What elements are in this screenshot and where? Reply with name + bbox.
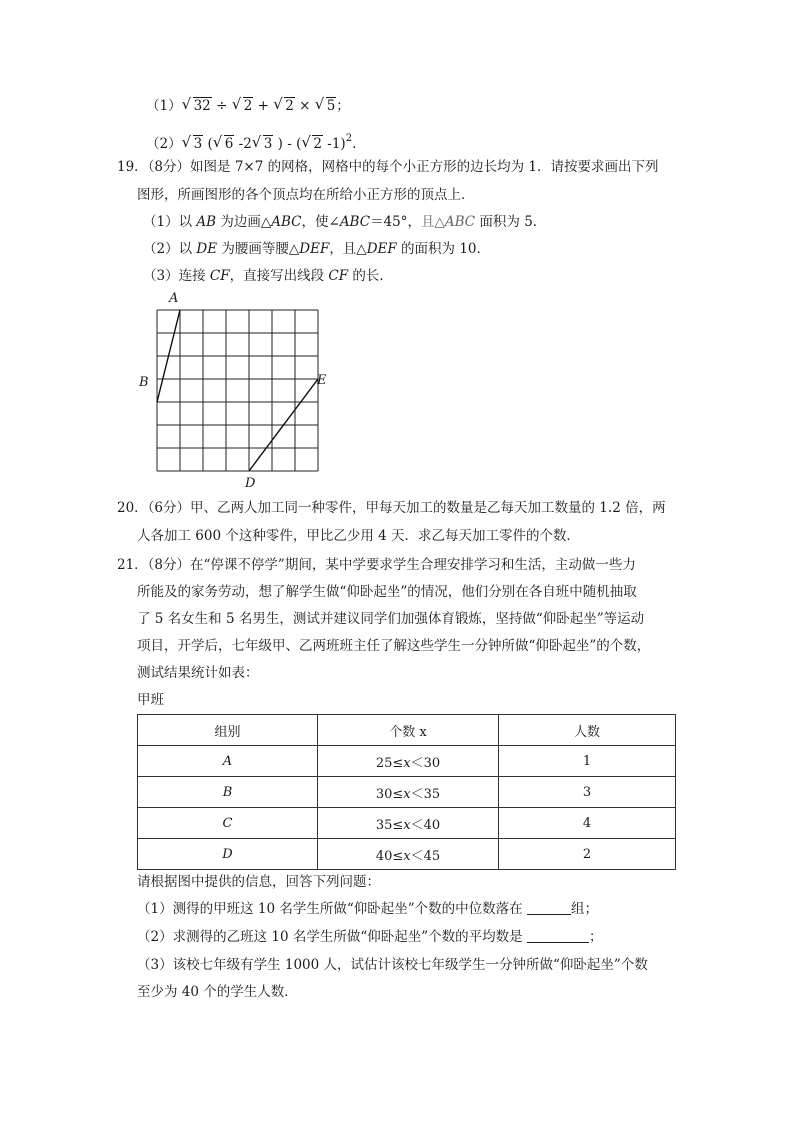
table-row: C 35≤x＜40 4 — [138, 808, 676, 839]
q20-line2: 人各加工 600 个这种零件，甲比乙少用 4 天．求乙每天加工零件的个数． — [137, 528, 581, 544]
q18-part2: （2）√ 3 (√ 6 -2√ 3 ) - (√ 2 -1)$^2$. — [146, 130, 356, 153]
score-table — [137, 714, 676, 870]
table-row: D 40≤x＜45 2 — [138, 839, 676, 870]
q21-line3: 了 5 名女生和 5 名男生，测试并建议同学们加强体育锻炼，坚持做“仰卧起坐”等运动 — [137, 611, 645, 627]
sqrt-symbol: √ 32 — [182, 97, 212, 115]
grid-figure — [150, 305, 330, 480]
point-e-label: E — [317, 373, 327, 388]
q19-line1: 19．（8分）如图是 7×7 的网格，网格中的每个小正方形的边长均为 1．请按要求画出下列 — [117, 159, 659, 175]
header-people: 人数 — [499, 715, 676, 746]
point-d-label: D — [245, 476, 256, 491]
q21-sub1: （1）测得的甲班这 10 名学生所做“仰卧起坐”个数的中位数落在 组； — [137, 901, 598, 917]
q18-part1: （1）√ 32 ÷ √ 2 + √ 2 × √ 5； — [146, 97, 350, 115]
q21-line1: 21．（8分）在“停课不停学”期间，某中学要求学生合理安排学习和生活，主动做一些力 — [117, 557, 636, 573]
q21-sub2: （2）求测得的乙班这 10 名学生所做“仰卧起坐”个数的平均数是 ； — [137, 929, 603, 945]
answer-blank-1[interactable] — [527, 914, 571, 915]
table-header-row — [138, 715, 676, 746]
q19-part1: （1）以 AB 为边画△ABC，使∠ABC＝45°，且△ABC 面积为 5． — [143, 214, 547, 230]
q21-after: 请根据图中提供的信息，回答下列问题： — [137, 874, 380, 890]
class-label: 甲班 — [137, 692, 164, 708]
q19-part3: （3）连接 CF，直接写出线段 CF 的长． — [143, 268, 393, 284]
header-count: 个数 x — [318, 715, 499, 746]
q20-line1: 20．（6分）甲、乙两人加工同一种零件，甲每天加工的数量是乙每天加工数量的 1.2 倍，两 — [117, 500, 666, 516]
answer-blank-2[interactable] — [527, 942, 589, 943]
grid-lines — [157, 310, 318, 471]
q21-line5: 测试结果统计如表： — [137, 665, 259, 681]
q19-part2: （2）以 DE 为腰画等腰△DEF，且△DEF 的面积为 10． — [143, 241, 491, 257]
q21-sub3-line1: （3）该校七年级有学生 1000 人，试估计该校七年级学生一分钟所做“仰卧起坐”个数 — [137, 957, 648, 973]
point-b-label: B — [139, 375, 149, 390]
q21-sub3-line2: 至少为 40 个的学生人数． — [137, 984, 298, 1000]
q21-line2: 所能及的家务劳动，想了解学生做“仰卧起坐”的情况，他们分别在各自班中随机抽取 — [137, 584, 637, 600]
point-a-label: A — [169, 291, 179, 306]
table-row: B 30≤x＜35 3 — [138, 777, 676, 808]
q21-line4: 项目，开学后，七年级甲、乙两班班主任了解这些学生一分钟所做“仰卧起坐”的个数， — [137, 638, 651, 654]
q19-line2: 图形，所画图形的各个顶点均在所给小正方形的顶点上． — [137, 187, 475, 203]
table-row: A 25≤x＜30 1 — [138, 746, 676, 777]
header-group: 组别 — [138, 715, 318, 746]
